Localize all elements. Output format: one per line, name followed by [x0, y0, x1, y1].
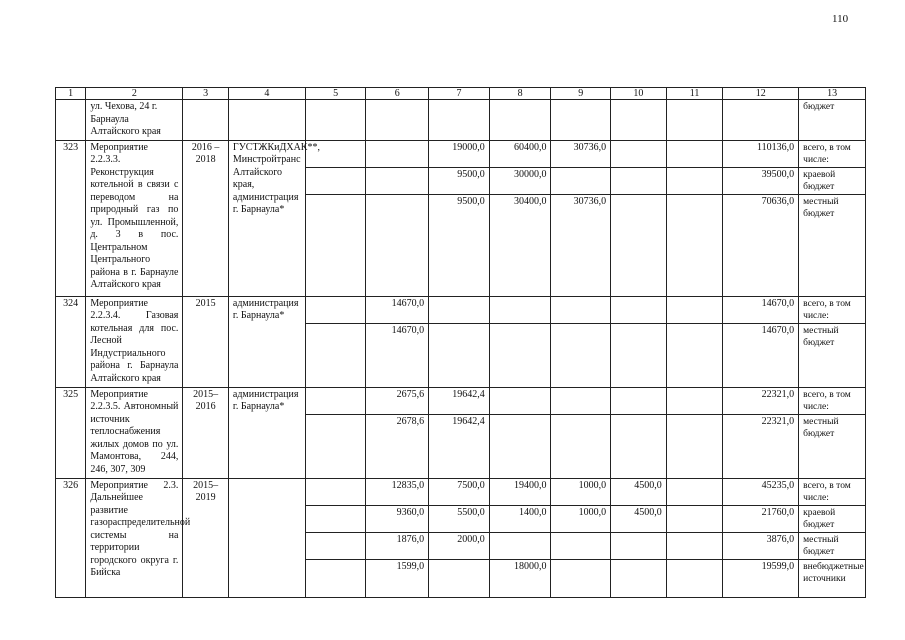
value-cell [611, 414, 667, 478]
column-header: 12 [723, 88, 799, 100]
value-cell [666, 387, 723, 414]
value-cell: 39500,0 [723, 167, 799, 194]
value-cell [611, 296, 667, 323]
program-table [55, 87, 866, 598]
value-cell [551, 559, 611, 597]
funding-source-cell: местный бюджет [799, 414, 866, 478]
value-cell [611, 194, 667, 296]
table-row [56, 387, 866, 414]
value-cell: 14670,0 [723, 323, 799, 387]
value-cell: 19599,0 [723, 559, 799, 597]
value-cell [489, 387, 551, 414]
carryover-row [56, 100, 866, 141]
value-cell [551, 414, 611, 478]
funding-source-cell: всего, в том числе: [799, 140, 866, 167]
activity-name-cell: Мероприятие 2.3. Дальнейшее развитие газораспределительной системы на территории городского округа г. Бийска [86, 478, 183, 597]
value-cell [366, 194, 429, 296]
value-cell [305, 387, 366, 414]
value-cell [551, 532, 611, 559]
value-cell [666, 414, 723, 478]
value-cell [666, 323, 723, 387]
column-header: 13 [799, 88, 866, 100]
value-cell [666, 478, 723, 505]
value-cell: 1000,0 [551, 478, 611, 505]
column-header: 8 [489, 88, 551, 100]
value-cell [611, 323, 667, 387]
value-cell [489, 296, 551, 323]
value-cell [366, 167, 429, 194]
funding-source-cell: местный бюджет [799, 323, 866, 387]
value-cell [429, 323, 490, 387]
table-row [56, 478, 866, 505]
column-header: 2 [86, 88, 183, 100]
activity-name-cell: Мероприятие 2.2.3.4. Газовая котельная для пос. Лесной Индустриального района г. Барнаула Алтайского края [86, 296, 183, 387]
value-cell: 9360,0 [366, 505, 429, 532]
value-cell [489, 323, 551, 387]
value-cell [489, 532, 551, 559]
value-cell: 1599,0 [366, 559, 429, 597]
value-cell [429, 100, 490, 141]
value-cell [305, 167, 366, 194]
value-cell [666, 559, 723, 597]
value-cell: 30736,0 [551, 140, 611, 167]
value-cell: 70636,0 [723, 194, 799, 296]
value-cell: 2675,6 [366, 387, 429, 414]
table-row [56, 140, 866, 167]
funding-source-cell: всего, в том числе: [799, 478, 866, 505]
value-cell [723, 100, 799, 141]
value-cell [551, 100, 611, 141]
value-cell: 14670,0 [366, 296, 429, 323]
value-cell: 4500,0 [611, 505, 667, 532]
funding-source-cell: бюджет [799, 100, 866, 141]
value-cell: 22321,0 [723, 414, 799, 478]
value-cell: 19000,0 [429, 140, 490, 167]
row-number-cell [56, 100, 86, 141]
value-cell [611, 559, 667, 597]
column-header: 6 [366, 88, 429, 100]
value-cell [305, 194, 366, 296]
executor-cell [228, 100, 305, 141]
value-cell: 14670,0 [723, 296, 799, 323]
value-cell [611, 140, 667, 167]
funding-source-cell: всего, в том числе: [799, 387, 866, 414]
value-cell: 9500,0 [429, 167, 490, 194]
funding-source-cell: всего, в том числе: [799, 296, 866, 323]
activity-name-cell: ул. Чехова, 24 г. Барнаула Алтайского края [86, 100, 183, 141]
table-row [56, 296, 866, 323]
executor-cell: ГУСТЖКиДХАК**, Минстройтранс Алтайского края, администрация г. Барнаула* [228, 140, 305, 296]
value-cell [666, 100, 723, 141]
value-cell [666, 505, 723, 532]
period-cell [183, 100, 229, 141]
period-cell: 2015– 2019 [183, 478, 229, 597]
value-cell [366, 140, 429, 167]
funding-source-cell: внебюджетные источники [799, 559, 866, 597]
value-cell [305, 296, 366, 323]
value-cell: 2678,6 [366, 414, 429, 478]
value-cell [305, 532, 366, 559]
column-header: 4 [228, 88, 305, 100]
value-cell: 7500,0 [429, 478, 490, 505]
funding-source-cell: местный бюджет [799, 194, 866, 296]
activity-name-cell: Мероприятие 2.2.3.5. Автономный источник теплоснабжения жилых домов по ул. Мамонтова, 244, 246, 307, 309 [86, 387, 183, 478]
value-cell: 3876,0 [723, 532, 799, 559]
column-header: 3 [183, 88, 229, 100]
funding-source-cell: местный бюджет [799, 532, 866, 559]
value-cell: 45235,0 [723, 478, 799, 505]
executor-cell: администрация г. Барнаула* [228, 387, 305, 478]
executor-cell: администрация г. Барнаула* [228, 296, 305, 387]
value-cell [305, 505, 366, 532]
activity-name-cell: Мероприятие 2.2.3.3. Реконструкция котельной в связи с переводом на природный газ по ул. Промышленной, д. 3 в пос. Центральном Центрального района в г. Барнауле Алтайского края [86, 140, 183, 296]
value-cell: 21760,0 [723, 505, 799, 532]
executor-cell [228, 478, 305, 597]
column-header: 11 [666, 88, 723, 100]
value-cell [666, 296, 723, 323]
row-number-cell: 325 [56, 387, 86, 478]
value-cell [666, 167, 723, 194]
period-cell: 2016 – 2018 [183, 140, 229, 296]
value-cell [551, 387, 611, 414]
value-cell: 1000,0 [551, 505, 611, 532]
value-cell [305, 478, 366, 505]
row-number-cell: 324 [56, 296, 86, 387]
value-cell [666, 532, 723, 559]
value-cell: 1400,0 [489, 505, 551, 532]
value-cell [666, 140, 723, 167]
value-cell [611, 100, 667, 141]
column-header: 5 [305, 88, 366, 100]
period-cell: 2015– 2016 [183, 387, 229, 478]
column-header: 9 [551, 88, 611, 100]
value-cell: 14670,0 [366, 323, 429, 387]
value-cell [551, 167, 611, 194]
value-cell [611, 387, 667, 414]
value-cell: 19642,4 [429, 414, 490, 478]
value-cell: 110136,0 [723, 140, 799, 167]
value-cell [611, 167, 667, 194]
value-cell: 1876,0 [366, 532, 429, 559]
value-cell [489, 414, 551, 478]
value-cell [489, 100, 551, 141]
value-cell [305, 100, 366, 141]
value-cell: 12835,0 [366, 478, 429, 505]
value-cell [666, 194, 723, 296]
value-cell [551, 296, 611, 323]
value-cell: 30736,0 [551, 194, 611, 296]
page-number: 110 [832, 13, 849, 25]
value-cell [305, 323, 366, 387]
funding-source-cell: краевой бюджет [799, 167, 866, 194]
value-cell [429, 296, 490, 323]
value-cell: 30000,0 [489, 167, 551, 194]
value-cell: 4500,0 [611, 478, 667, 505]
value-cell [429, 559, 490, 597]
value-cell: 30400,0 [489, 194, 551, 296]
value-cell: 19642,4 [429, 387, 490, 414]
value-cell: 19400,0 [489, 478, 551, 505]
funding-source-cell: краевой бюджет [799, 505, 866, 532]
period-cell: 2015 [183, 296, 229, 387]
value-cell: 22321,0 [723, 387, 799, 414]
column-header: 7 [429, 88, 490, 100]
value-cell: 9500,0 [429, 194, 490, 296]
value-cell: 18000,0 [489, 559, 551, 597]
value-cell [551, 323, 611, 387]
row-number-cell: 326 [56, 478, 86, 597]
row-number-cell: 323 [56, 140, 86, 296]
value-cell: 2000,0 [429, 532, 490, 559]
value-cell [305, 414, 366, 478]
column-header: 1 [56, 88, 86, 100]
table-header-row [56, 88, 866, 100]
value-cell [611, 532, 667, 559]
value-cell [305, 559, 366, 597]
column-header: 10 [611, 88, 667, 100]
value-cell [366, 100, 429, 141]
value-cell: 5500,0 [429, 505, 490, 532]
value-cell: 60400,0 [489, 140, 551, 167]
